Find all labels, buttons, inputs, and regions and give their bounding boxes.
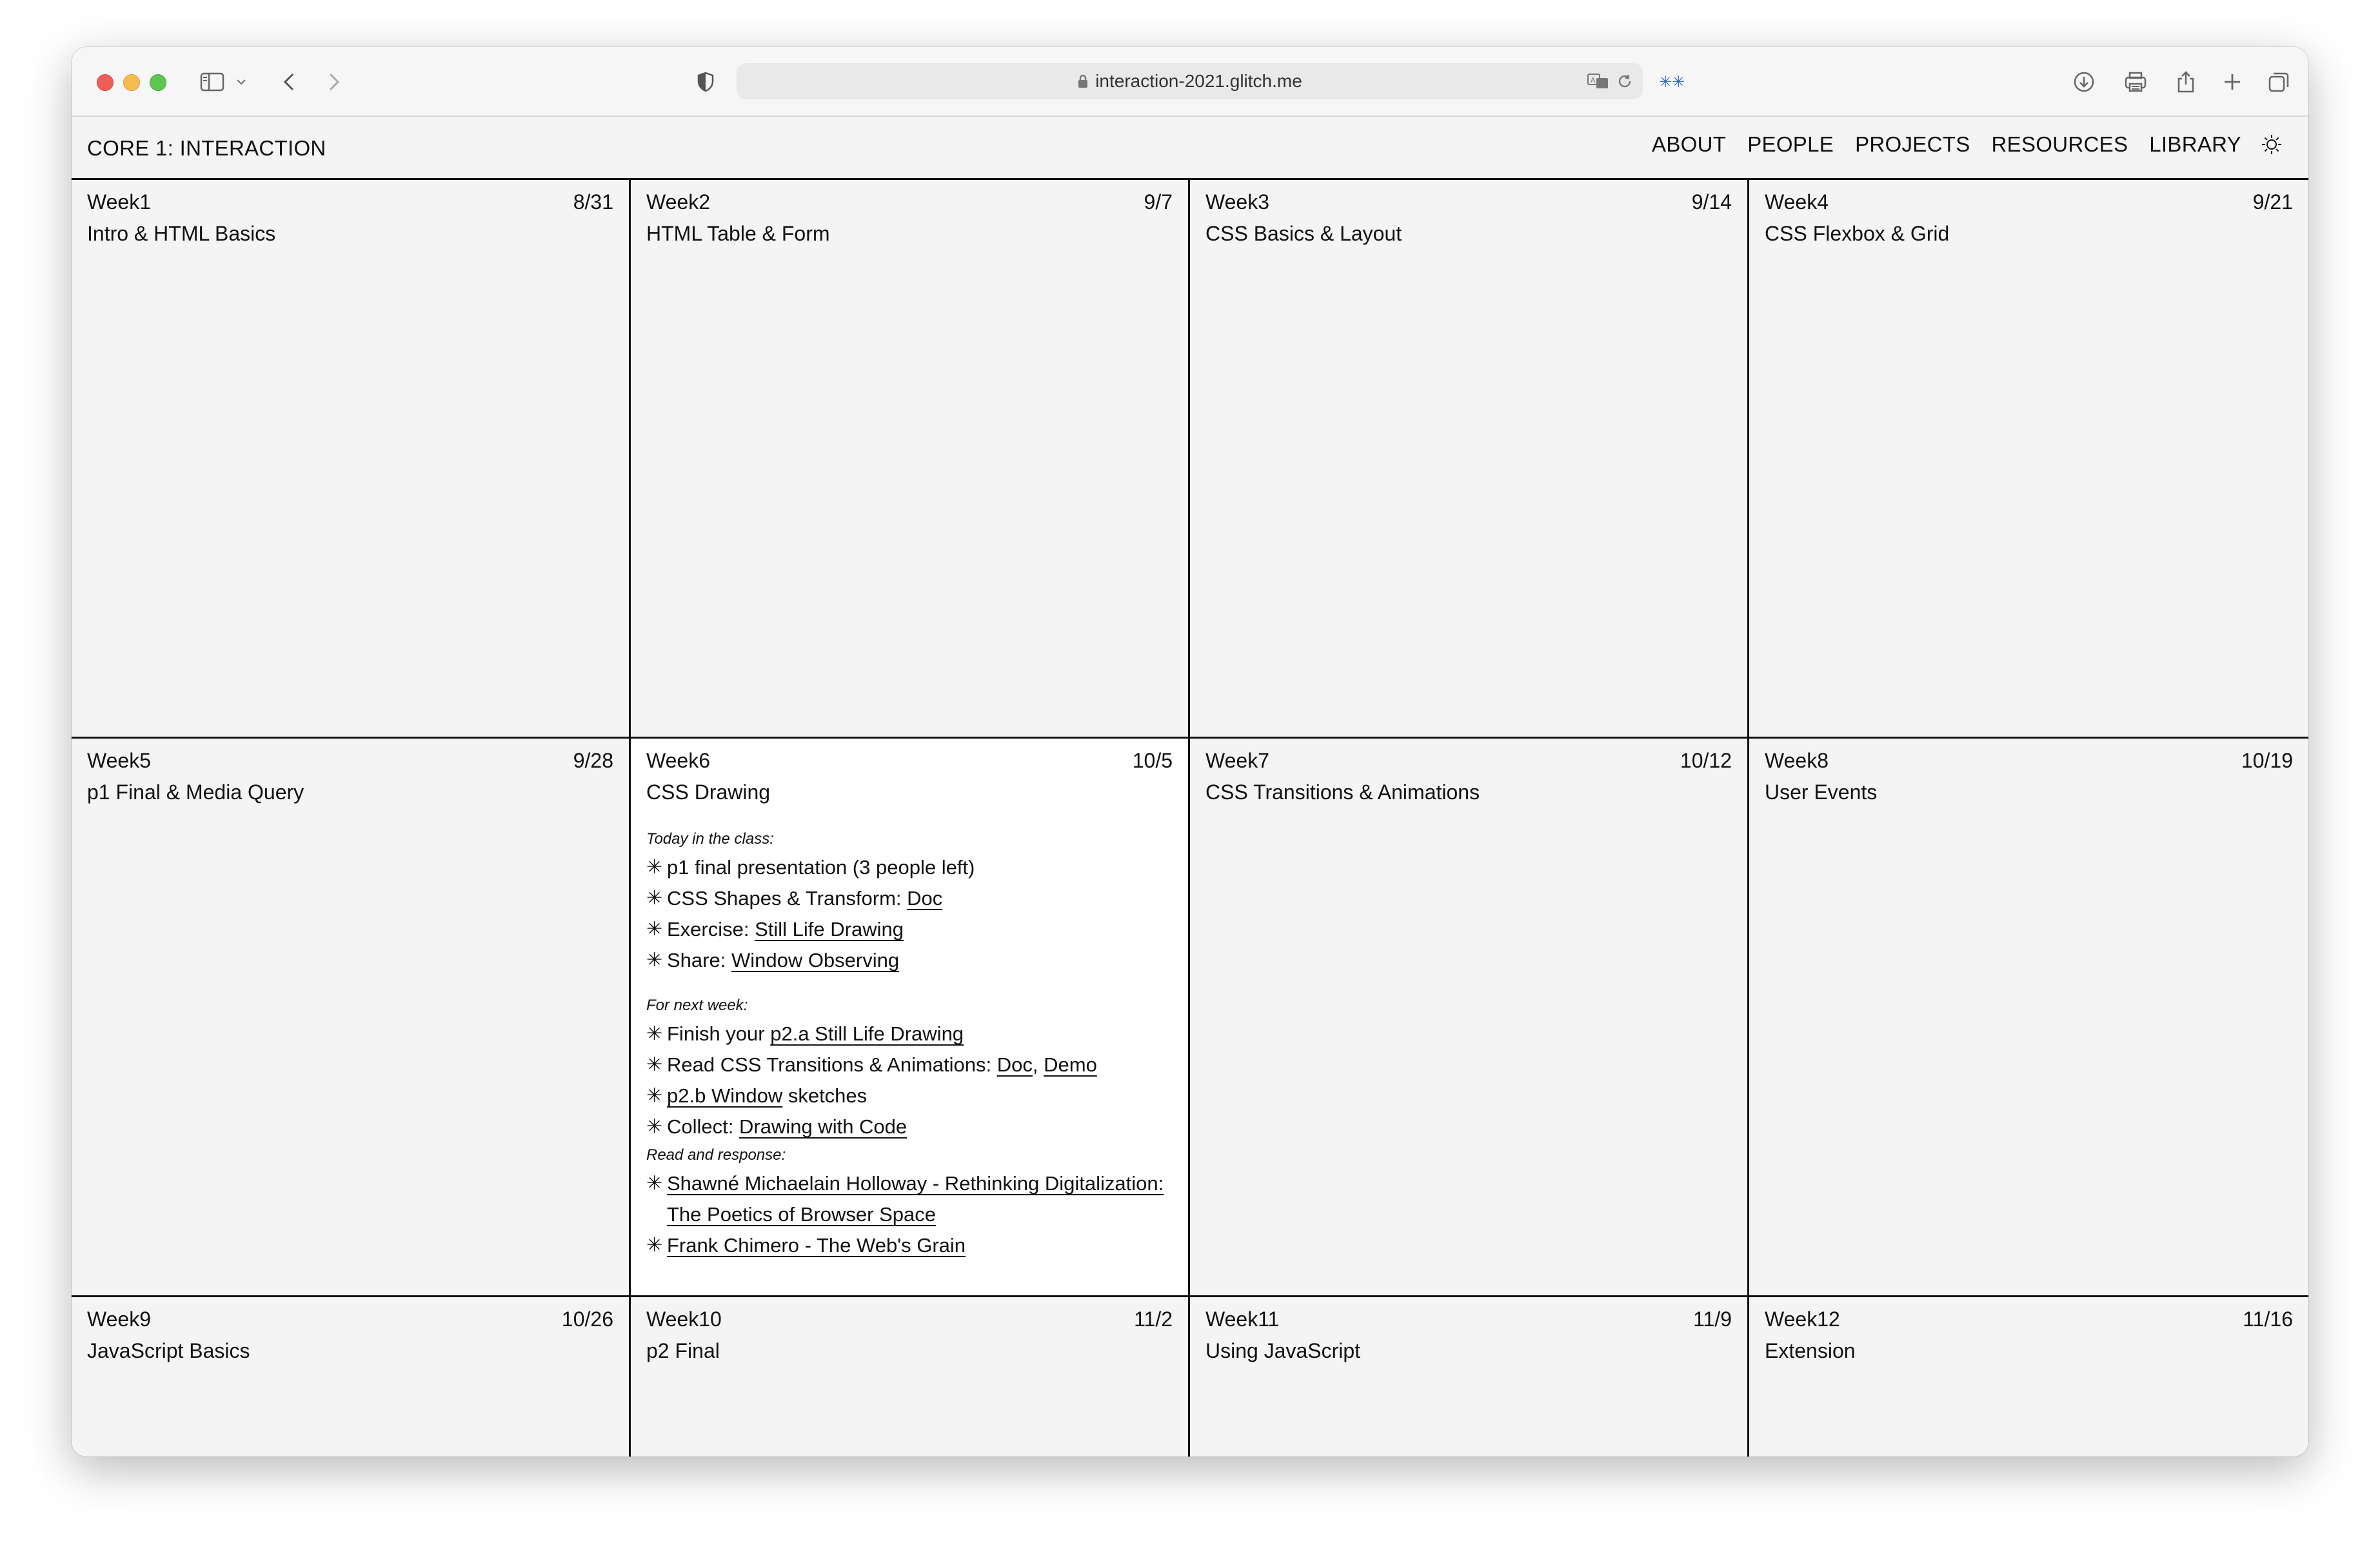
link-drawing-with-code[interactable]: Drawing with Code <box>739 1115 907 1138</box>
list-item <box>646 852 1173 883</box>
link-p2b-window[interactable]: p2.b Window <box>667 1084 783 1107</box>
reload-icon[interactable] <box>1615 66 1634 96</box>
item-text: p1 final presentation (3 people left) <box>667 856 975 879</box>
week-label: Week6 <box>646 749 711 772</box>
list-item <box>646 1080 1173 1111</box>
link-p2a-still-life[interactable]: p2.a Still Life Drawing <box>770 1022 964 1045</box>
week-card[interactable] <box>1190 739 1749 1297</box>
translate-icon[interactable] <box>1585 66 1611 96</box>
asterisk-icon: ✳ <box>646 1023 663 1044</box>
url-text: interaction-2021.glitch.me <box>1095 71 1302 91</box>
week-topic: CSS Basics & Layout <box>1205 222 1402 245</box>
week-label: Week8 <box>1765 749 1829 772</box>
week-card[interactable] <box>631 180 1190 739</box>
list-item <box>646 1230 1173 1261</box>
week-topic: User Events <box>1765 781 1878 804</box>
link-holloway-reading[interactable]: Shawné Michaelain Holloway - Rethinking Digitalization: The Poetics of Browser Space <box>667 1172 1164 1226</box>
week-label: Week11 <box>1205 1308 1280 1331</box>
week-date: 11/16 <box>2243 1308 2293 1331</box>
item-separator: , <box>1032 1053 1044 1076</box>
tab-overview-icon[interactable] <box>2266 67 2292 97</box>
week-card[interactable] <box>72 180 631 739</box>
downloads-icon[interactable] <box>2071 67 2097 97</box>
zoom-window-button[interactable] <box>150 74 166 91</box>
asterisk-icon: ✳ <box>646 950 663 971</box>
week-label: Week9 <box>87 1308 152 1331</box>
link-css-shapes-doc[interactable]: Doc <box>907 887 943 910</box>
week-label: Week12 <box>1765 1308 1840 1331</box>
item-text: CSS Shapes & Transform: <box>667 887 907 910</box>
week-card[interactable] <box>1190 180 1749 739</box>
privacy-shield-icon[interactable] <box>695 67 717 97</box>
week-card[interactable] <box>72 739 631 1297</box>
share-icon[interactable] <box>2173 67 2199 97</box>
list-item <box>646 945 1173 976</box>
nav-about[interactable]: ABOUT <box>1652 132 1727 156</box>
site-title[interactable]: CORE 1: INTERACTION <box>87 136 326 160</box>
nav-resources[interactable]: RESOURCES <box>1991 132 2128 156</box>
week-topic: CSS Drawing <box>646 781 771 804</box>
course-site <box>72 117 2308 1457</box>
link-transitions-doc[interactable]: Doc <box>997 1053 1033 1076</box>
week-date: 9/14 <box>1691 190 1732 214</box>
svg-text:A: A <box>1591 76 1596 85</box>
nav-library[interactable]: LIBRARY <box>2149 132 2241 156</box>
week-date: 10/12 <box>1680 749 1732 772</box>
site-header <box>72 117 2308 180</box>
theme-toggle-sun-icon[interactable] <box>2261 134 2283 155</box>
asterisk-icon: ✳ <box>646 857 663 878</box>
item-text: Finish your <box>667 1022 771 1045</box>
week-date: 11/2 <box>1134 1308 1173 1331</box>
asterisk-icon: ✳ <box>646 919 663 940</box>
today-section-label: Today in the class: <box>646 830 774 848</box>
week-date: 9/7 <box>1144 190 1173 214</box>
week-card[interactable] <box>1749 180 2308 739</box>
week-card[interactable] <box>631 1297 1190 1457</box>
week-date: 11/9 <box>1693 1308 1732 1331</box>
list-item <box>646 1168 1173 1230</box>
asterisk-icon: ✳ <box>646 1085 663 1106</box>
nav-people[interactable]: PEOPLE <box>1747 132 1834 156</box>
item-text: sketches <box>782 1084 868 1107</box>
site-nav <box>1631 132 2283 157</box>
week-label: Week3 <box>1205 190 1270 214</box>
week-date: 10/26 <box>561 1308 613 1331</box>
week-card[interactable] <box>1749 739 2308 1297</box>
week-topic: Using JavaScript <box>1205 1339 1361 1362</box>
browser-toolbar <box>72 47 2308 117</box>
item-text: Share: <box>667 949 731 971</box>
asterisk-icon: ✳ <box>646 1173 663 1194</box>
back-icon[interactable] <box>279 67 299 97</box>
week-topic: JavaScript Basics <box>87 1339 250 1362</box>
minimize-window-button[interactable] <box>123 74 140 91</box>
link-transitions-demo[interactable]: Demo <box>1044 1053 1097 1076</box>
forward-icon[interactable] <box>324 67 344 97</box>
nav-projects[interactable]: PROJECTS <box>1855 132 1970 156</box>
week-topic: HTML Table & Form <box>646 222 830 245</box>
week-card[interactable] <box>1190 1297 1749 1457</box>
week-label: Week10 <box>646 1308 722 1331</box>
week-label: Week7 <box>1205 749 1270 772</box>
week-topic: Extension <box>1765 1339 1856 1362</box>
list-item <box>646 883 1173 914</box>
svg-text:✳✳: ✳✳ <box>1659 75 1685 88</box>
print-icon[interactable] <box>2123 67 2148 97</box>
close-window-button[interactable] <box>97 74 114 91</box>
item-text: Read CSS Transitions & Animations: <box>667 1053 997 1076</box>
week-detail <box>646 826 1173 1261</box>
week-topic: Intro & HTML Basics <box>87 222 276 245</box>
week-date: 10/5 <box>1132 749 1173 772</box>
asterisk-icon: ✳ <box>646 1235 663 1256</box>
week-date: 9/28 <box>573 749 613 772</box>
sidebar-toggle-icon[interactable] <box>198 67 226 97</box>
asterisk-icon: ✳ <box>646 1054 663 1075</box>
list-item <box>646 1019 1173 1050</box>
week-date: 9/21 <box>2252 190 2293 214</box>
lock-icon <box>1077 74 1089 89</box>
week-label: Week4 <box>1765 190 1829 214</box>
address-bar[interactable] <box>737 63 1643 99</box>
link-chimero-reading[interactable]: Frank Chimero - The Web's Grain <box>667 1234 966 1257</box>
extension-icon[interactable] <box>1657 67 1687 97</box>
week-topic: CSS Transitions & Animations <box>1205 781 1480 804</box>
week-topic: p1 Final & Media Query <box>87 781 304 804</box>
link-still-life-drawing[interactable]: Still Life Drawing <box>755 918 904 940</box>
list-item <box>646 1050 1173 1080</box>
chevron-down-icon[interactable] <box>234 67 248 97</box>
asterisk-icon: ✳ <box>646 1116 663 1137</box>
list-item <box>646 914 1173 945</box>
item-text: Collect: <box>667 1115 739 1138</box>
week-label: Week2 <box>646 190 711 214</box>
week-topic: CSS Flexbox & Grid <box>1765 222 1950 245</box>
week-card[interactable] <box>72 1297 631 1457</box>
new-tab-icon[interactable] <box>2219 67 2245 97</box>
week-date: 10/19 <box>2241 749 2293 772</box>
browser-window <box>72 47 2308 1457</box>
schedule-grid <box>72 180 2308 1457</box>
asterisk-icon: ✳ <box>646 888 663 909</box>
week-label: Week1 <box>87 190 152 214</box>
week-topic: p2 Final <box>646 1339 720 1362</box>
list-item <box>646 1111 1173 1142</box>
next-week-section-label: For next week: <box>646 997 748 1014</box>
item-text: Exercise: <box>667 918 755 940</box>
link-window-observing[interactable]: Window Observing <box>731 949 900 971</box>
week-date: 8/31 <box>573 190 613 214</box>
week-card-active[interactable] <box>631 739 1190 1297</box>
week-card[interactable] <box>1749 1297 2308 1457</box>
week-label: Week5 <box>87 749 152 772</box>
read-section-label: Read and response: <box>646 1146 786 1164</box>
